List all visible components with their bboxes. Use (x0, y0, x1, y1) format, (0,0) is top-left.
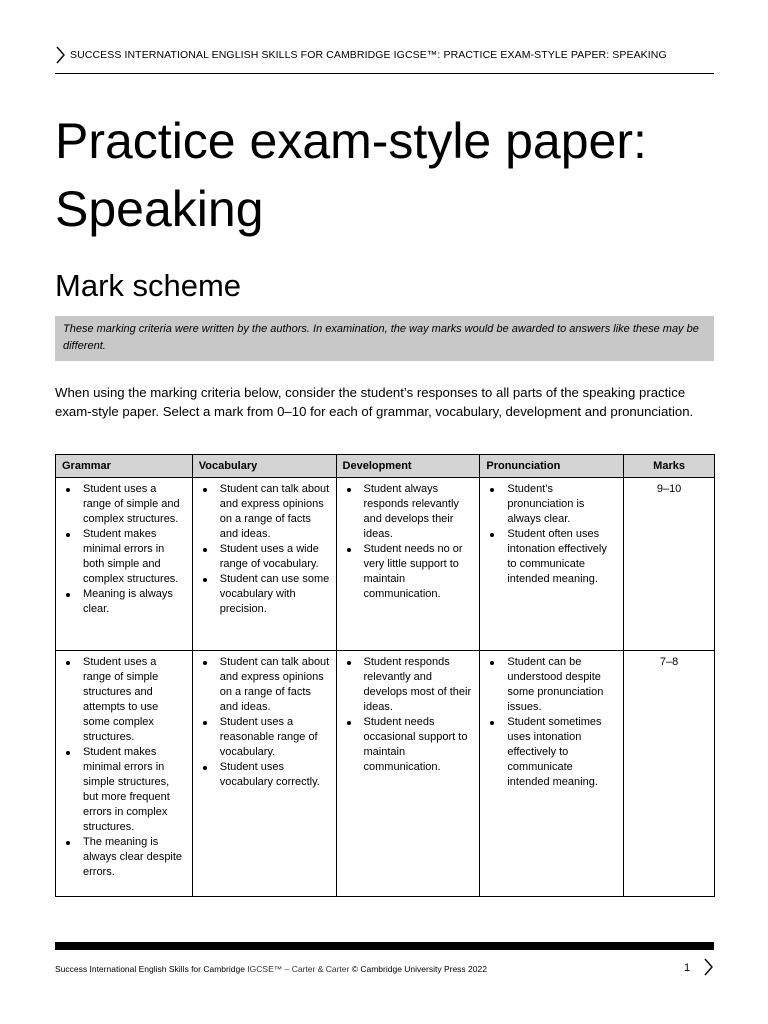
pronunciation-cell (480, 478, 624, 651)
section-title: Mark scheme (55, 268, 242, 303)
chevron-right-icon[interactable] (703, 958, 713, 976)
list-item: Student makes minimal errors in both simple and complex structures. (62, 527, 186, 587)
pronunciation-cell (480, 651, 624, 897)
vocabulary-cell (192, 478, 336, 651)
footer-copyright: © Cambridge University Press 2022 (351, 964, 487, 974)
list-item: Student’s pronunciation is always clear. (486, 482, 617, 527)
footer-authors: – Carter & Carter (284, 964, 350, 974)
page-number: 1 (684, 962, 691, 974)
list-item: Student sometimes uses intonation effectively to communicate intended meaning. (486, 715, 617, 790)
footer-book-title: Success International English Skills for Cambridge (55, 964, 245, 974)
vocabulary-cell (192, 651, 336, 897)
table-header-row (56, 455, 715, 478)
list-item: Student uses a wide range of vocabulary. (199, 542, 330, 572)
list-item: Meaning is always clear. (62, 587, 186, 617)
development-cell (336, 478, 480, 651)
list-item: Student uses a range of simple structures and attempts to use some complex structures. (62, 655, 186, 745)
list-item: Student can talk about and express opinions on a range of facts and ideas. (199, 482, 330, 542)
header-marks: Marks (624, 455, 715, 478)
intro-paragraph: When using the marking criteria below, consider the student’s responses to all parts of the speaking practice exam-style paper. Select a mark from 0–10 for each of grammar, vocabulary, development and pronunciation. (55, 385, 694, 419)
mark-scheme-table (55, 454, 715, 897)
list-item: Student uses a reasonable range of vocabulary. (199, 715, 330, 760)
list-item: Student can use some vocabulary with precision. (199, 572, 330, 617)
marks-cell: 9–10 (624, 478, 715, 651)
list-item: Student uses vocabulary correctly. (199, 760, 330, 790)
header-pronunciation: Pronunciation (480, 455, 624, 478)
development-cell (336, 651, 480, 897)
list-item: The meaning is always clear despite errors. (62, 835, 186, 880)
list-item: Student needs no or very little support to maintain communication. (343, 542, 474, 602)
header-development: Development (336, 455, 480, 478)
running-header (55, 44, 714, 74)
header-grammar: Grammar (56, 455, 193, 478)
list-item: Student always responds relevantly and develops their ideas. (343, 482, 474, 542)
page-title: Practice exam-style paper: Speaking (55, 113, 647, 237)
grammar-cell (56, 651, 193, 897)
list-item: Student often uses intonation effectively to communicate intended meaning. (486, 527, 617, 587)
running-title: SUCCESS INTERNATIONAL ENGLISH SKILLS FOR CAMBRIDGE IGCSE™: PRACTICE EXAM-STYLE PAPER: SPEAKING (70, 49, 667, 61)
list-item: Student responds relevantly and develops most of their ideas. (343, 655, 474, 715)
list-item: Student makes minimal errors in simple structures, but more frequent errors in complex structures. (62, 745, 186, 835)
footer-credit (55, 964, 487, 974)
table-row (56, 651, 715, 897)
footer-rule (55, 942, 714, 950)
list-item: Student uses a range of simple and complex structures. (62, 482, 186, 527)
list-item: Student can talk about and express opinions on a range of facts and ideas. (199, 655, 330, 715)
chevron-right-icon (55, 46, 65, 64)
table-row (56, 478, 715, 651)
disclaimer-note: These marking criteria were written by the authors. In examination, the way marks would be awarded to answers like these may be different. (55, 316, 714, 361)
header-vocabulary: Vocabulary (192, 455, 336, 478)
list-item: Student can be understood despite some pronunciation issues. (486, 655, 617, 715)
grammar-cell (56, 478, 193, 651)
footer-igcse: IGCSE™ (247, 964, 283, 974)
marks-cell: 7–8 (624, 651, 715, 897)
list-item: Student needs occasional support to maintain communication. (343, 715, 474, 775)
